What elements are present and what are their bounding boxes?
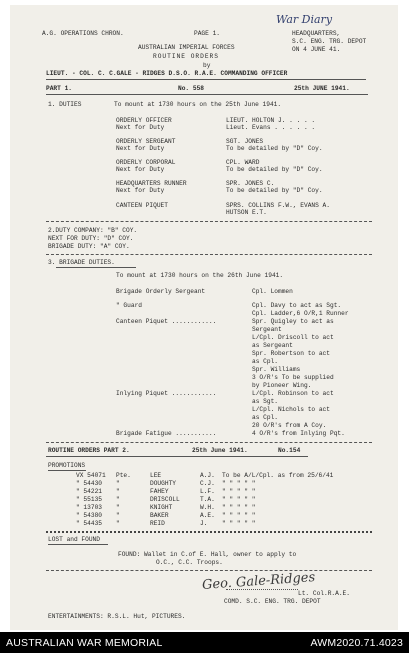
duties-heading: 1. DUTIES: [48, 101, 82, 108]
duty-role: Next for Duty: [116, 166, 165, 173]
signature-unit: COMD. S.C. ENG. TRG. DEPOT: [224, 598, 321, 605]
duty-name: CPL. WARD: [226, 159, 260, 166]
promotion-name: KNIGHT: [150, 504, 173, 511]
promotion-rank: ": [116, 512, 120, 519]
duty-role: Next for Duty: [116, 187, 165, 194]
title-line-4: LIEUT. - COL. C. C.GALE - RIDGES D.S.O. R.A.E. COMMANDING OFFICER: [46, 70, 288, 77]
part1-number: No. 558: [178, 85, 204, 92]
brigade-duty: BRIGADE DUTY: "A" COY.: [48, 243, 130, 250]
brigade-line-right: 20 O/R's from A Coy.: [252, 422, 327, 429]
brigade-line-right: as Cpl.: [252, 414, 278, 421]
archive-reference: AWM2020.71.4023: [310, 637, 403, 649]
archive-name: AUSTRALIAN WAR MEMORIAL: [6, 637, 163, 649]
promotion-service-no: " 54380: [76, 512, 102, 519]
brigade-heading: 3. BRIGADE DUTIES.: [48, 259, 115, 266]
promotion-name: REID: [150, 520, 165, 527]
brigade-line-right: as Sergeant: [252, 342, 293, 349]
brigade-line-right: Cpl. Lommen: [252, 288, 293, 295]
promotion-text: " " " " ": [222, 496, 256, 503]
promotions-underline: [48, 470, 86, 471]
divider: [46, 570, 372, 571]
signature: Geo. Gale-Ridges: [201, 570, 316, 593]
duty-company: 2.DUTY COMPANY: "B" COY.: [48, 227, 138, 234]
brigade-line-right: as Cpl.: [252, 358, 278, 365]
brigade-line-right: Cpl. Ladder,6 O/R,1 Runner: [252, 310, 349, 317]
brigade-line-right: L/Cpl. Nichols to act: [252, 406, 330, 413]
brigade-line-left: " Guard: [116, 302, 142, 309]
title-underline: [46, 79, 366, 80]
promotion-text: " " " " ": [222, 520, 256, 527]
brigade-line-right: Spr. Robertson to act: [252, 350, 330, 357]
promotion-rank: ": [116, 480, 120, 487]
promotion-initials: C.J.: [200, 480, 215, 487]
duty-role: CANTEEN PIQUET: [116, 202, 168, 209]
promotion-service-no: " 54435: [76, 520, 102, 527]
promotion-initials: A.E.: [200, 512, 215, 519]
promotion-initials: T.A.: [200, 496, 215, 503]
promotions-heading: PROMOTIONS: [48, 462, 86, 469]
brigade-line-right: 3 O/R's To be supplied: [252, 374, 334, 381]
part2-date: 25th June 1941.: [192, 447, 248, 454]
war-diary-stamp: War Diary: [276, 13, 333, 26]
lost-found-heading: LOST and FOUND: [48, 536, 100, 543]
brigade-underline: [56, 267, 136, 268]
promotion-text: " " " " ": [222, 504, 256, 511]
title-line-1: AUSTRALIAN IMPERIAL FORCES: [138, 44, 235, 51]
promotion-name: DRISCOLL: [150, 496, 180, 503]
promotion-initials: J.: [200, 520, 208, 527]
title-line-2: ROUTINE ORDERS: [153, 53, 219, 60]
part1-date: 25th JUNE 1941.: [294, 85, 350, 92]
promotion-text: " " " " ": [222, 512, 256, 519]
promotion-service-no: " 54430: [76, 480, 102, 487]
duty-role: Next for Duty: [116, 124, 165, 131]
duty-name: To be detailed by "D" Coy.: [226, 187, 323, 194]
divider: [46, 221, 372, 222]
brigade-line-left: Brigade Orderly Sergeant: [116, 288, 206, 295]
part1-underline: [46, 94, 368, 95]
duty-name: Lieut. Evans . . . . . .: [226, 124, 316, 131]
duty-role: ORDERLY OFFICER: [116, 117, 172, 124]
promotion-initials: A.J.: [200, 472, 215, 479]
brigade-line-right: as Sgt.: [252, 398, 278, 405]
duty-name: SGT. JONES: [226, 138, 264, 145]
brigade-line-left: Canteen Piquet ............: [116, 318, 217, 325]
part1-label: PART 1.: [46, 85, 72, 92]
brigade-line-right: Cpl. Davy to act as Sgt.: [252, 302, 342, 309]
part2-number: No.154: [278, 447, 301, 454]
divider: [46, 254, 372, 255]
brigade-mount: To mount at 1730 hours on the 26th June 1941.: [116, 272, 284, 279]
lost-found-underline: [48, 544, 108, 545]
duties-mount: To mount at 1730 hours on the 25th June 1941.: [114, 101, 282, 108]
found-line-1: FOUND: Wallet in C.of E. Hall, owner to apply to: [118, 551, 297, 558]
duty-role: Next for Duty: [116, 145, 165, 152]
part2-underline: [46, 456, 308, 457]
promotion-initials: W.H.: [200, 504, 215, 511]
document-page: [10, 5, 398, 630]
entertainments: ENTERTAINMENTS: R.S.L. Hut, PICTURES.: [48, 613, 186, 620]
brigade-line-right: by Pioneer Wing.: [252, 382, 312, 389]
promotion-text: " " " " ": [222, 488, 256, 495]
found-line-2: O.C., C.C. Troops.: [156, 559, 223, 566]
promotion-text: To be A/L/Cpl. as from 25/6/41: [222, 472, 334, 479]
promotion-name: BAKER: [150, 512, 169, 519]
brigade-line-right: L/Cpl. Driscoll to act: [252, 334, 334, 341]
promotion-text: " " " " ": [222, 480, 256, 487]
duty-name: HUTSON E.T.: [226, 209, 267, 216]
duty-name: SPR. JONES C.: [226, 180, 275, 187]
duty-role: HEADQUARTERS RUNNER: [116, 180, 187, 187]
brigade-line-left: Inlying Piquet ............: [116, 390, 217, 397]
hq-line-3: ON 4 JUNE 41.: [292, 46, 341, 53]
promotion-name: FAHEY: [150, 488, 169, 495]
page-number: PAGE 1.: [194, 30, 220, 37]
duty-role: ORDERLY SERGEANT: [116, 138, 176, 145]
duty-name: To be detailed by "D" Coy.: [226, 145, 323, 152]
brigade-line-right: Sergeant: [252, 326, 282, 333]
promotion-rank: Pte.: [116, 472, 131, 479]
hq-line-2: S.C. ENG. TRG. DEPOT: [292, 38, 367, 45]
promotion-service-no: " 54221: [76, 488, 102, 495]
brigade-line-right: 4 O/R's from Inlying Pqt.: [252, 430, 345, 437]
brigade-line-right: Spr. Quigley to act as: [252, 318, 334, 325]
title-line-3: by: [203, 62, 211, 69]
promotion-service-no: VX 54071: [76, 472, 106, 479]
promotion-service-no: " 55135: [76, 496, 102, 503]
divider: [46, 531, 372, 533]
header-left: A.G. OPERATIONS CHRON.: [42, 30, 124, 37]
divider: [46, 442, 372, 443]
next-for-duty: NEXT FOR DUTY: "D" COY.: [48, 235, 134, 242]
duty-name: LIEUT. HOLTON J. . . . .: [226, 117, 316, 124]
signature-title: Lt. Col.R.A.E.: [298, 590, 350, 597]
promotion-rank: ": [116, 488, 120, 495]
part2-label: ROUTINE ORDERS PART 2.: [48, 447, 130, 454]
promotion-rank: ": [116, 496, 120, 503]
duty-role: ORDERLY CORPORAL: [116, 159, 176, 166]
duty-name: To be detailed by "D" Coy.: [226, 166, 323, 173]
hq-line-1: HEADQUARTERS,: [292, 30, 341, 37]
duty-name: SPRS. COLLINS F.W., EVANS A.: [226, 202, 330, 209]
promotion-service-no: " 13703: [76, 504, 102, 511]
promotion-name: DOUGHTY: [150, 480, 176, 487]
promotion-rank: ": [116, 504, 120, 511]
brigade-line-right: L/Cpl. Robinson to act: [252, 390, 334, 397]
promotion-name: LEE: [150, 472, 162, 479]
brigade-line-right: Spr. Williams: [252, 366, 301, 373]
promotion-initials: L.F.: [200, 488, 215, 495]
archive-footer: [0, 632, 409, 653]
brigade-line-left: Brigade Fatigue ...........: [116, 430, 217, 437]
signature-line: [226, 589, 298, 590]
promotion-rank: ": [116, 520, 120, 527]
